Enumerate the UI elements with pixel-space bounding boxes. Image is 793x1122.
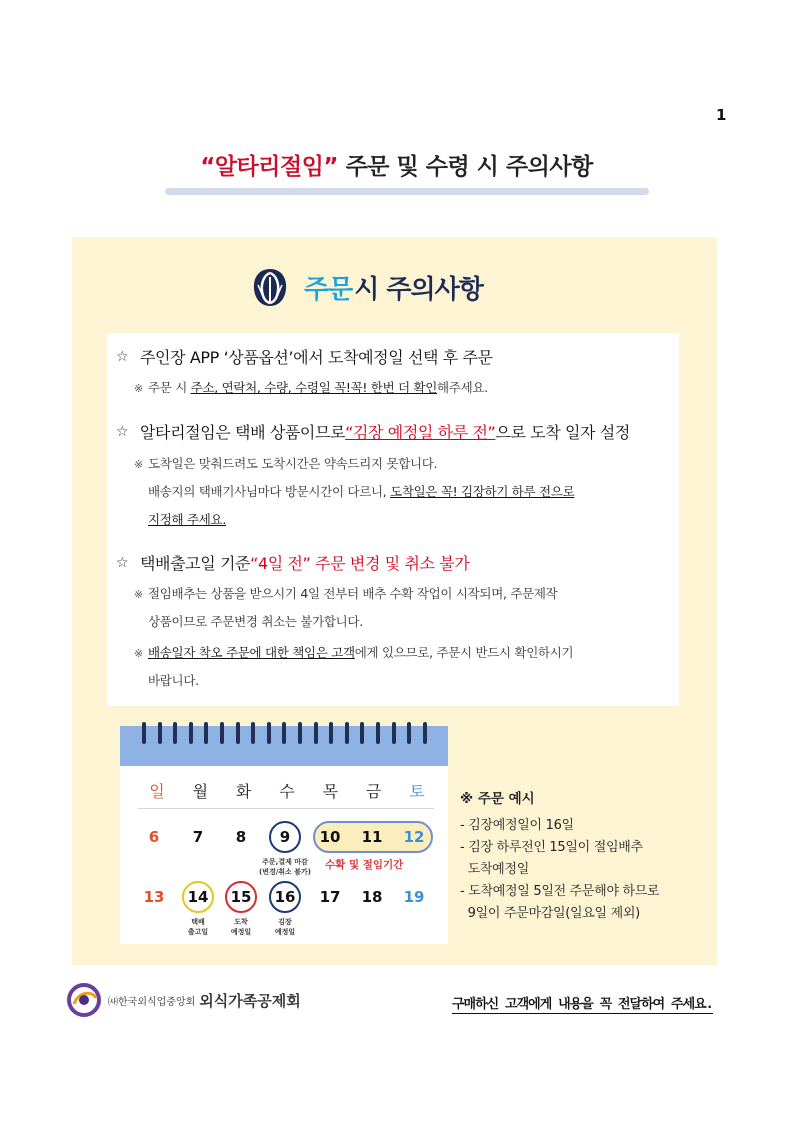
bullet-1-note: ※ 주문 시 주소, 연락처, 수량, 수령일 꼭!꼭! 한번 더 확인해주세요.: [134, 380, 488, 395]
footer-note: 구매하신 고객에게 내용을 꼭 전달하여 주세요.: [452, 993, 713, 1014]
kimjang-day-label: 김장 예정일: [274, 918, 296, 936]
reference-mark-icon: ※: [134, 647, 143, 660]
bullet-1-text: 주인장 APP ‘상품옵션’에서 도착예정일 선택 후 주문: [140, 348, 493, 367]
calendar-day-arrival: 15: [225, 881, 257, 913]
calendar-ring: [220, 722, 224, 744]
calendar-ring: [142, 722, 146, 744]
weekday: 화: [235, 782, 252, 801]
weekday: 수: [279, 782, 295, 801]
calendar-ring: [204, 722, 208, 744]
heading-order: 주문: [304, 274, 353, 305]
bullet-2-note-1: ※ 도착일은 맞춰드려도 도착시간은 약속드리지 못합니다.: [134, 456, 438, 471]
heading-caution: 시 주의사항: [354, 274, 483, 305]
example-title: ※ 주문 예시: [460, 791, 535, 807]
bullet-3-note-3: ※ 배송일자 착오 주문에 대한 책임은 고객에게 있으므로, 주문시 반드시 확인하시기: [134, 645, 574, 660]
cabbage-icon: [250, 265, 290, 309]
page-number: 1: [716, 106, 727, 124]
calendar-ring: [189, 722, 193, 744]
example-item: - 김장 하루전인 15일이 절임배추: [460, 840, 643, 855]
bullet-2: ☆ 알타리절임은 택배 상품이므로 “김장 예정일 하루 전” 으로 도착 일자 설정: [116, 420, 630, 443]
calendar-day: 17: [319, 888, 341, 906]
calendar-day: 18: [361, 888, 383, 906]
calendar-day: 10: [319, 828, 341, 846]
bullet-3-note-2: 상품이므로 주문변경 취소는 불가합니다.: [148, 614, 363, 629]
calendar-ring: [158, 722, 162, 744]
bullet-3: ☆ 택배출고일 기준 “4일 전” 주문 변경 및 취소 불가: [116, 551, 469, 574]
org-name-small: ㈔한국외식업중앙회: [108, 996, 196, 1008]
bullet-2-note-2: 배송지의 택배기사님마다 방문시간이 다르니, 도착일은 꼭! 김장하기 하루 전으로: [148, 484, 575, 499]
weekday: 일: [149, 782, 165, 801]
reference-mark-icon: ※: [134, 458, 143, 471]
calendar-ring: [314, 722, 318, 744]
bullet-1: [116, 345, 493, 368]
title-rest: 주문 및 수령 시 주의사항: [345, 154, 593, 180]
order-deadline-label: 주문,결제 마감 (변경/취소 불가): [259, 858, 311, 876]
calendar-example: [120, 726, 448, 944]
calendar-divider: [138, 808, 434, 809]
section-heading: [250, 262, 483, 312]
bullet-1-note-emphasis: 주소, 연락처, 수량, 수령일 꼭!꼭! 한번 더 확인: [190, 380, 438, 395]
bullet-2-note-3: 지정해 주세요.: [148, 512, 226, 527]
calendar-ring: [236, 722, 240, 744]
example-item: - 도착예정일 5일전 주문해야 하므로: [460, 884, 660, 899]
calendar-ring: [423, 722, 427, 744]
weekday: 금: [365, 782, 382, 801]
example-item: - 김장예정일이 16일: [460, 818, 574, 833]
calendar-ring: [251, 722, 255, 744]
calendar-ring: [267, 722, 271, 744]
organization-logo: [66, 982, 301, 1018]
calendar-ring: [392, 722, 396, 744]
title-product: “알타리절임”: [200, 154, 339, 180]
star-icon: ☆: [116, 554, 129, 571]
calendar-day-shipping: 14: [182, 881, 214, 913]
calendar-day: 19: [403, 888, 425, 906]
calendar-weekdays: [142, 779, 432, 802]
bullet-2-highlight: “김장 예정일 하루 전”: [345, 423, 496, 442]
bullet-3-highlight: “4일 전” 주문 변경 및 취소 불가: [250, 554, 470, 573]
calendar-ring: [376, 722, 380, 744]
org-name: 외식가족공제회: [199, 991, 301, 1010]
calendar-ring: [360, 722, 364, 744]
calendar-day: 11: [361, 828, 383, 846]
calendar-day-order-deadline: 9: [269, 821, 301, 853]
arrival-day-label: 도착 예정일: [230, 918, 252, 936]
harvest-period-label: 수확 및 절임기간: [325, 859, 404, 871]
bullet-2-note-emphasis: 도착일은 꼭! 김장하기 하루 전으로: [390, 484, 575, 499]
title-underline: [165, 188, 649, 195]
calendar-day: 7: [192, 828, 204, 846]
example-item: 도착예정일: [460, 862, 529, 877]
calendar-ring: [407, 722, 411, 744]
page-title: [0, 148, 793, 181]
calendar-day-kimjang: 16: [269, 881, 301, 913]
calendar-day: 8: [235, 828, 247, 846]
star-icon: ☆: [116, 348, 129, 365]
calendar-ring: [282, 722, 286, 744]
weekday: 토: [409, 782, 425, 801]
reference-mark-icon: ※: [134, 588, 143, 601]
calendar-day: 12: [403, 828, 425, 846]
weekday: 월: [192, 782, 209, 801]
calendar-ring: [173, 722, 177, 744]
calendar-ring: [298, 722, 302, 744]
shipping-day-label: 택배 출고일: [187, 918, 209, 936]
calendar-day: 13: [143, 888, 165, 906]
bullet-3-note-emphasis: 배송일자 착오 주문에 대한 책임은 고객: [148, 645, 355, 660]
bullet-3-note-4: 바랍니다.: [148, 673, 199, 688]
calendar-day: 6: [148, 828, 160, 846]
calendar-ring: [345, 722, 349, 744]
calendar-ring: [329, 722, 333, 744]
order-example: [460, 787, 659, 925]
bullet-3-note-1: ※ 절임배추는 상품을 받으시기 4일 전부터 배추 수확 작업이 시작되며, 주문제작: [134, 586, 558, 601]
example-item: 9일이 주문마감일(일요일 제외): [460, 906, 640, 921]
reference-mark-icon: ※: [134, 382, 143, 395]
logo-icon: [66, 982, 102, 1018]
weekday: 목: [322, 782, 339, 801]
star-icon: ☆: [116, 423, 129, 440]
